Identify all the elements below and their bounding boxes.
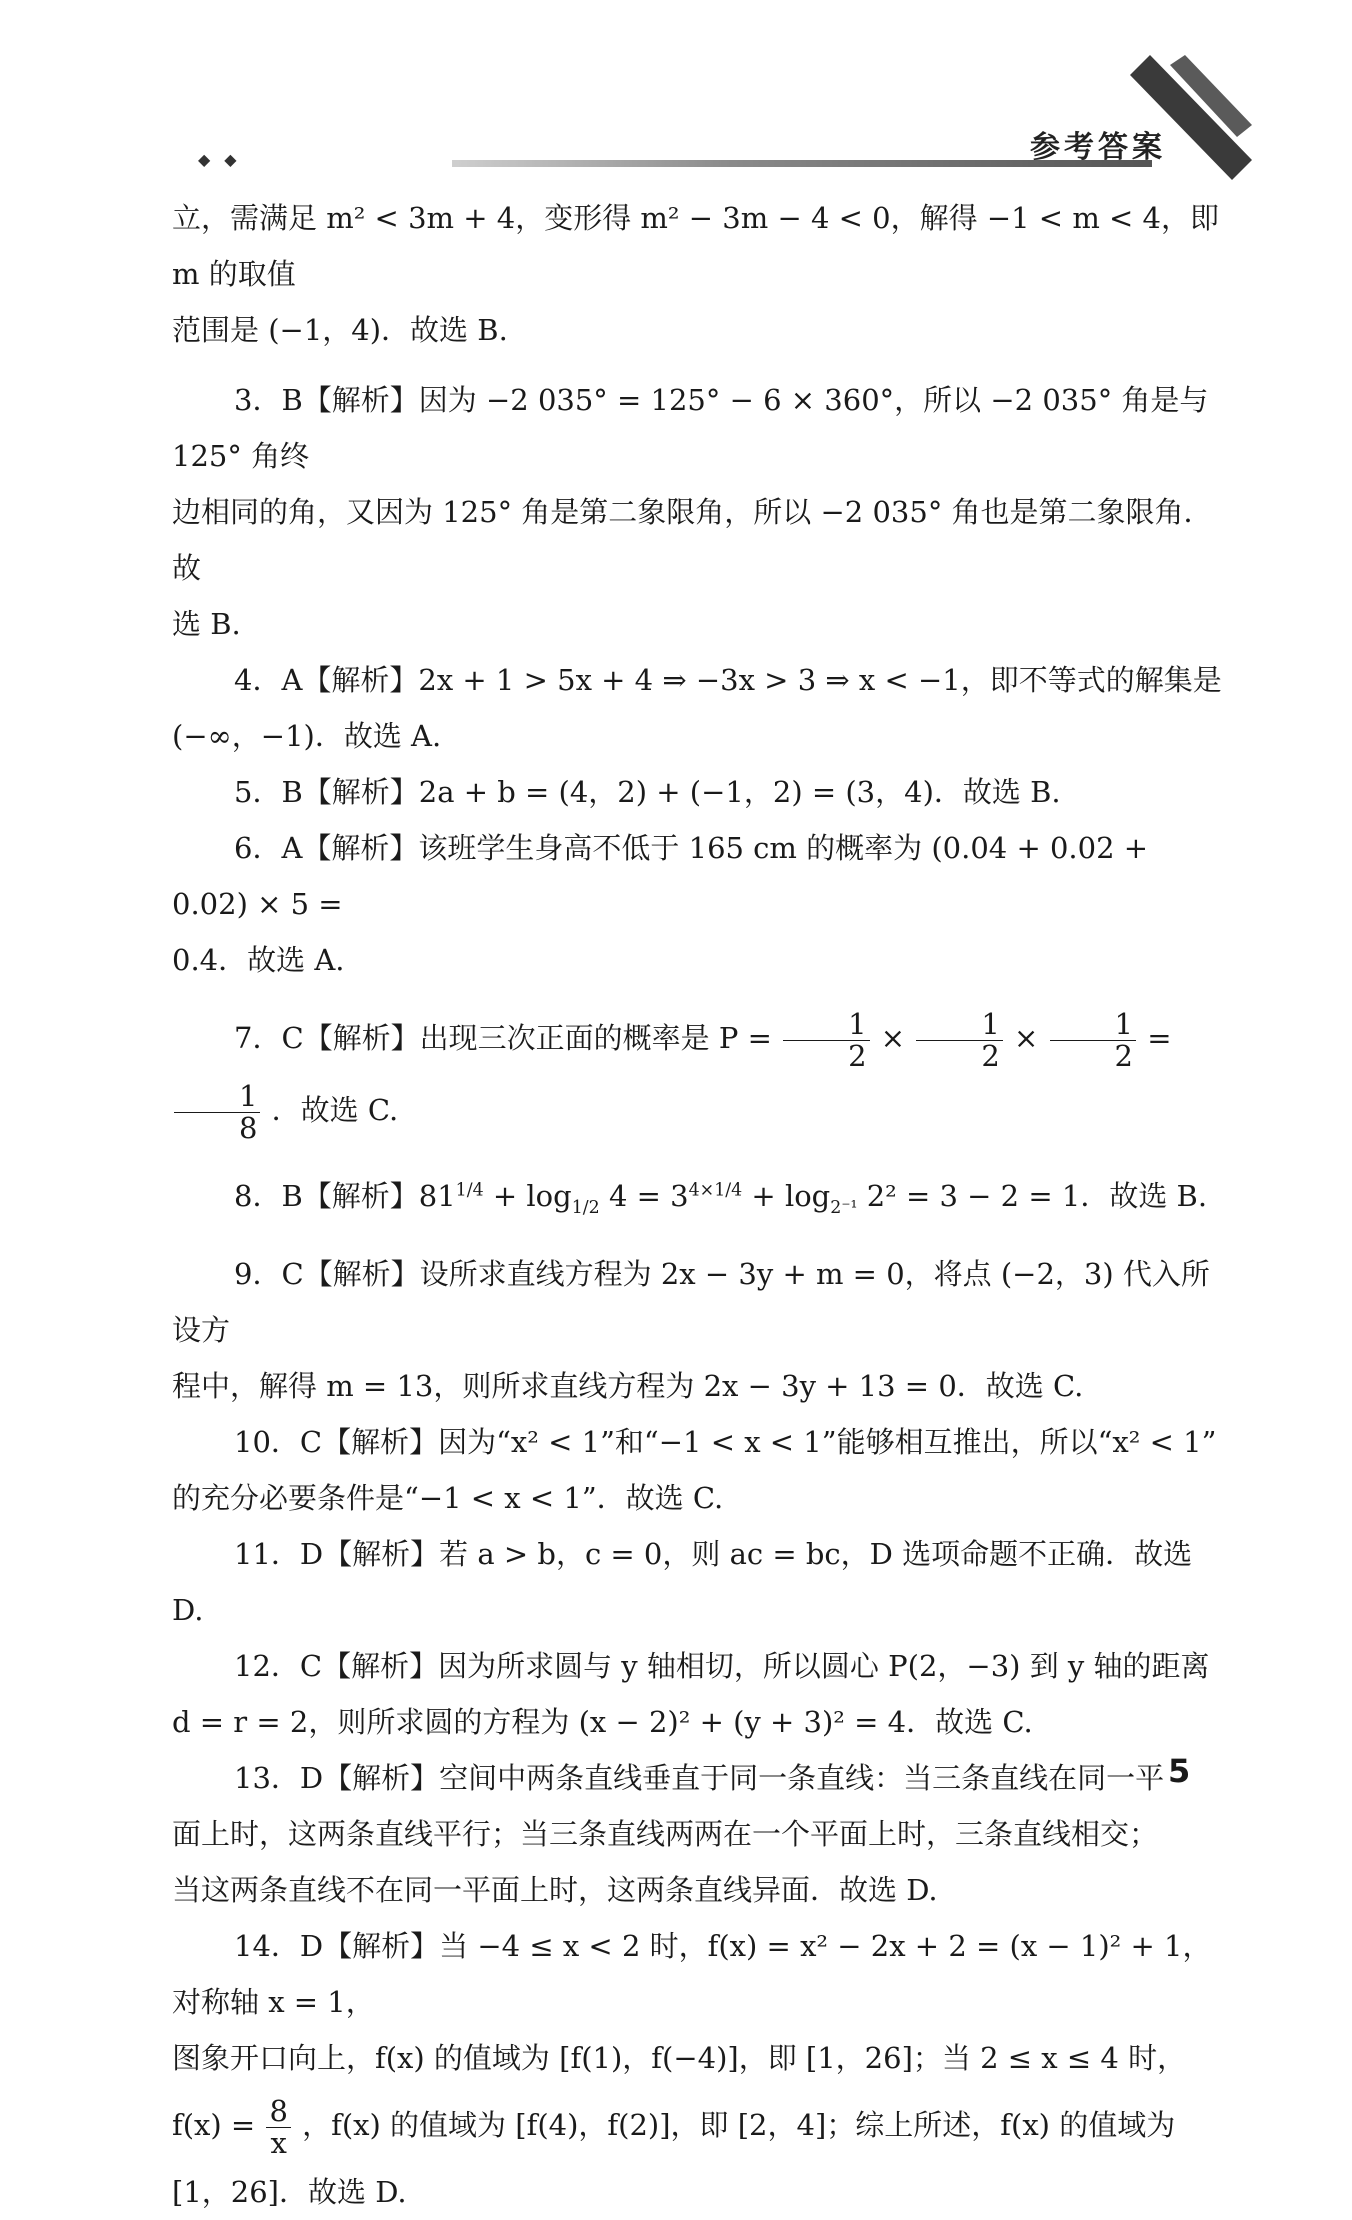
page-number: 5 (1168, 1752, 1191, 1790)
answer-13-line-3: 当这两条直线不在同一平面上时，这两条直线异面．故选 D. (172, 1873, 938, 1907)
fraction-numerator: 1 (783, 1009, 869, 1040)
answer-10-line-2: 的充分必要条件是“−1 < x < 1”．故选 C. (172, 1481, 724, 1515)
answer-14-line-4: [1，26]．故选 D. (172, 2175, 407, 2209)
operator: = (1147, 1021, 1172, 1055)
answer-7-tail: ．故选 C. (271, 1093, 399, 1127)
fraction-numerator: 1 (174, 1081, 260, 1112)
text-line: 立，需满足 m² < 3m + 4，变形得 m² − 3m − 4 < 0，解得 −1 < m < 4，即 m 的取值 (172, 201, 1220, 291)
page-header-title: 参考答案 (1030, 130, 1166, 165)
answer-14-line-3 (172, 2086, 1232, 2164)
operator: × (1013, 1021, 1039, 1055)
answer-14-line-2: 图象开口向上，f(x) 的值域为 [f(1)，f(−4)]，即 [1，26]；当 2 ≤ x ≤ 4 时， (172, 2041, 1187, 2075)
function-label: f(x) = (172, 2108, 256, 2142)
header-diamonds: ◆◆ (198, 150, 251, 169)
answer-4-line-2: (−∞，−1)．故选 A. (172, 719, 442, 753)
operator: × (880, 1021, 906, 1055)
fraction-denominator: x (270, 2125, 287, 2160)
answer-7-lead: 7．C【解析】出现三次正面的概率是 P = (234, 1021, 772, 1055)
answer-3-line-1: 3．B【解析】因为 −2 035° = 125° − 6 × 360°，所以 −2 035° 角是与 125° 角终 (172, 383, 1209, 473)
answer-10-line-1: 10．C【解析】因为“x² < 1”和“−1 < x < 1”能够相互推出，所以“x² < 1” (234, 1425, 1217, 1459)
fraction-numerator: 1 (916, 1009, 1002, 1040)
exponent: 4×1/4 (688, 1180, 743, 1201)
fraction (174, 1081, 260, 1143)
answer-7 (172, 1002, 1232, 1146)
exponent: 1/4 (455, 1180, 484, 1201)
answer-8-lead: 8．B【解析】81 (234, 1179, 456, 1213)
answer-14-line-3-tail: ，f(x) 的值域为 [f(4)，f(2)]，即 [2，4]；综上所述，f(x) 的值域为 (302, 2108, 1176, 2142)
fraction-denominator: 2 (1114, 1038, 1133, 1073)
fraction (266, 2096, 290, 2158)
answer-6-line-1: 6．A【解析】该班学生身高不低于 165 cm 的概率为 (0.04 + 0.02 + 0.02) × 5 = (172, 831, 1149, 921)
answer-12-line-2: d = r = 2，则所求圆的方程为 (x − 2)² + (y + 3)² = 4．故选 C. (172, 1705, 1033, 1739)
answer-5: 5．B【解析】2a + b = (4，2) + (−1，2) = (3，4)．故选 B. (234, 775, 1061, 809)
text-line: 范围是 (−1，4)．故选 B. (172, 313, 508, 347)
answer-content (172, 190, 1232, 2220)
fraction-denominator: 2 (848, 1038, 867, 1073)
fraction-numerator: 1 (1050, 1009, 1136, 1040)
answer-13-line-2: 面上时，这两条直线平行；当三条直线两两在一个平面上时，三条直线相交； (172, 1817, 1159, 1851)
fraction-denominator: 2 (981, 1038, 1000, 1073)
fraction (783, 1009, 869, 1071)
answer-3-line-2: 边相同的角，又因为 125° 角是第二象限角，所以 −2 035° 角也是第二象限角．故 (172, 495, 1213, 585)
answer-13-line-1: 13．D【解析】空间中两条直线垂直于同一条直线：当三条直线在同一平 (234, 1761, 1165, 1795)
log-base: 1/2 (571, 1197, 600, 1218)
answer-8-tail: 2² = 3 − 2 = 1．故选 B. (866, 1179, 1208, 1213)
fraction (1050, 1009, 1136, 1071)
fraction-denominator: 8 (239, 1110, 258, 1145)
log-term: + log (492, 1179, 572, 1213)
equation-part: 4 = 3 (608, 1179, 689, 1213)
answer-6-line-2: 0.4．故选 A. (172, 943, 345, 977)
answer-11: 11．D【解析】若 a > b，c = 0，则 ac = bc，D 选项命题不正确．故选 D. (172, 1537, 1193, 1627)
fraction (916, 1009, 1002, 1071)
answer-9-line-2: 程中，解得 m = 13，则所求直线方程为 2x − 3y + 13 = 0．故选 C. (172, 1369, 1084, 1403)
answer-9-line-1: 9．C【解析】设所求直线方程为 2x − 3y + m = 0，将点 (−2，3) 代入所设方 (172, 1257, 1210, 1347)
log-base: 2⁻¹ (830, 1197, 858, 1218)
answer-4-line-1: 4．A【解析】2x + 1 > 5x + 4 ⇒ −3x > 3 ⇒ x < −1，即不等式的解集是 (234, 663, 1222, 697)
answer-12-line-1: 12．C【解析】因为所求圆与 y 轴相切，所以圆心 P(2，−3) 到 y 轴的距离 (234, 1649, 1210, 1683)
answer-8 (172, 1160, 1232, 1232)
answer-14-line-1: 14．D【解析】当 −4 ≤ x < 2 时，f(x) = x² − 2x + 2 = (x − 1)² + 1，对称轴 x = 1， (172, 1929, 1212, 2019)
fraction-numerator: 8 (266, 2096, 290, 2127)
log-term: + log (751, 1179, 831, 1213)
header-chevron-decoration (1130, 55, 1252, 185)
answer-3-line-3: 选 B. (172, 607, 241, 641)
